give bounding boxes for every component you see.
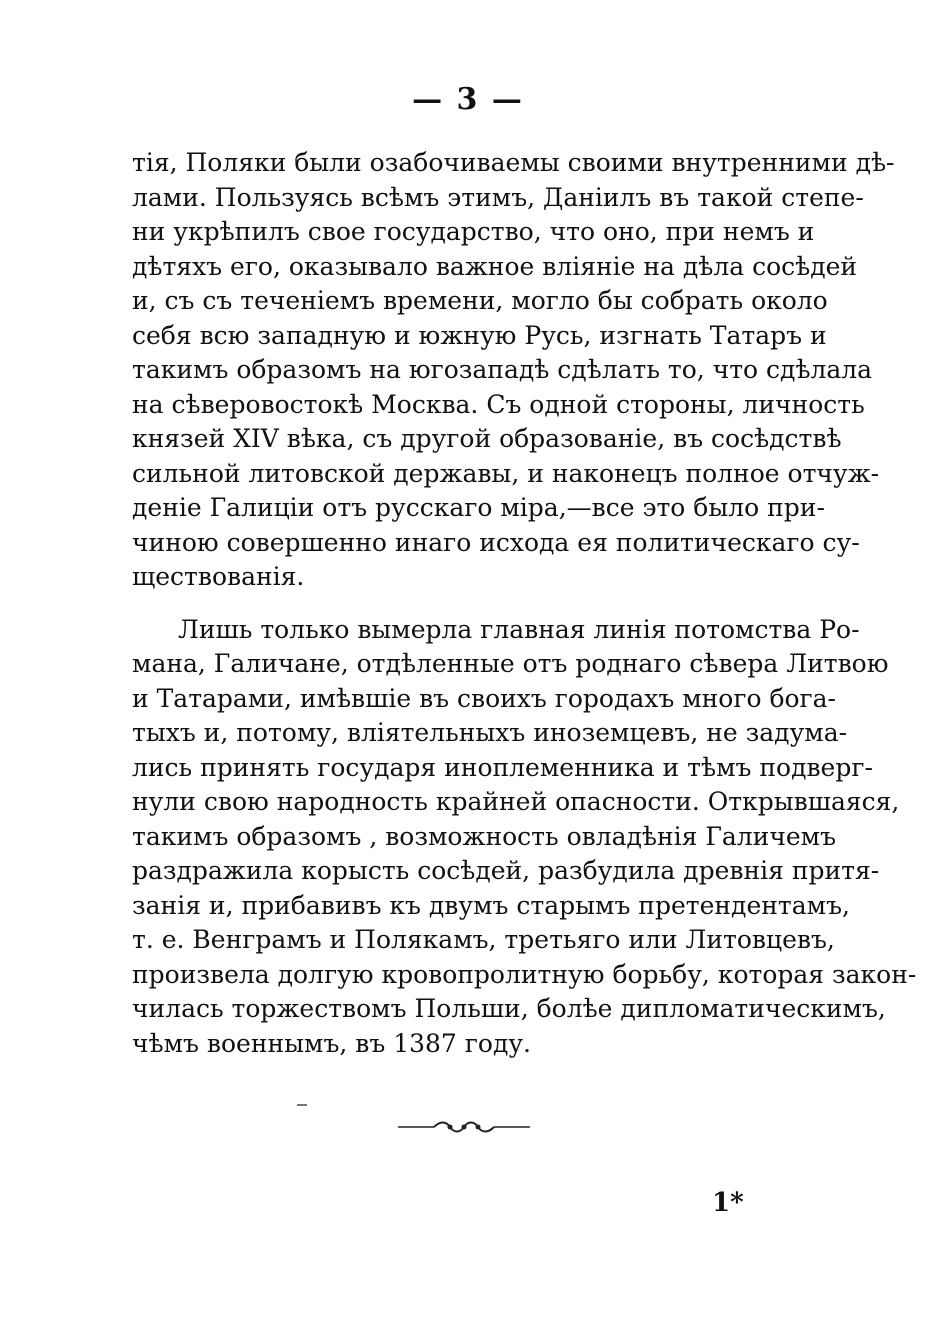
text-line: лами. Пользуясь всѣмъ этимъ, Даніилъ въ такой степе- bbox=[132, 182, 864, 212]
text-line: тыхъ и, потому, вліятельныхъ иноземцевъ, не задума- bbox=[132, 718, 848, 747]
paragraph-gap bbox=[132, 595, 802, 613]
text-line: т. е. Венграмъ и Полякамъ, третьяго или Литовцевъ, bbox=[132, 925, 835, 954]
page-number: — 3 — bbox=[412, 82, 524, 117]
text-line: занія и, прибавивъ къ двумъ старымъ претендентамъ, bbox=[132, 890, 850, 920]
print-speck bbox=[297, 1104, 307, 1106]
text-line: князей XIV вѣка, съ другой образованіе, въ сосѣдствѣ bbox=[132, 424, 842, 453]
text-line: произвела долгую кровопролитную борьбу, которая закон- bbox=[132, 959, 917, 989]
body-text bbox=[132, 146, 917, 1061]
text-line: такимъ образомъ на югозападѣ сдѣлать то, что сдѣлала bbox=[132, 355, 873, 384]
text-line: тія, Поляки были озабочиваемы своими внутренними дѣ- bbox=[132, 148, 895, 177]
text-line: ни укрѣпилъ свое государство, что оно, при немъ и bbox=[132, 217, 815, 246]
text-line: и, съ съ теченіемъ времени, могло бы собрать около bbox=[132, 286, 828, 315]
text-line: чѣмъ военнымъ, въ 1387 году. bbox=[132, 1028, 531, 1058]
text-line: чиною совершенно инаго исхода ея политическаго су- bbox=[132, 527, 860, 557]
paragraph bbox=[132, 613, 917, 1062]
paragraph bbox=[132, 146, 895, 595]
text-line: такимъ образомъ , возможность овладѣнія Галичемъ bbox=[132, 821, 837, 851]
text-line: мана, Галичане, отдѣленные отъ роднаго сѣвера Литвою bbox=[132, 649, 889, 678]
text-line: чилась торжествомъ Польши, болѣе дипломатическимъ, bbox=[132, 994, 886, 1023]
text-line: на сѣверовостокѣ Москва. Съ одной стороны, личность bbox=[132, 389, 865, 419]
text-line: Лишь только вымерла главная линія потомства Ро- bbox=[178, 614, 860, 644]
text-line: и Татарами, имѣвшіе въ своихъ городахъ много бога- bbox=[132, 683, 837, 713]
signature-mark: 1* bbox=[712, 1188, 744, 1218]
text-line: раздражила корысть сосѣдей, разбудила древнія притя- bbox=[132, 856, 880, 885]
text-line: лись принять государя иноплеменника и тѣмъ подверг- bbox=[132, 752, 873, 782]
text-line: нули свою народность крайней опасности. Открывшаяся, bbox=[132, 787, 900, 816]
ornament-divider-icon bbox=[396, 1118, 532, 1136]
text-line: деніе Галиціи отъ русскаго міра,—все это было при- bbox=[132, 493, 825, 522]
text-line: дѣтяхъ его, оказывало важное вліяніе на дѣла сосѣдей bbox=[132, 251, 858, 281]
text-line: сильной литовской державы, и наконецъ полное отчуж- bbox=[132, 458, 880, 488]
text-line: ществованія. bbox=[132, 562, 305, 591]
text-line: себя всю западную и южную Русь, изгнать Татаръ и bbox=[132, 320, 827, 350]
